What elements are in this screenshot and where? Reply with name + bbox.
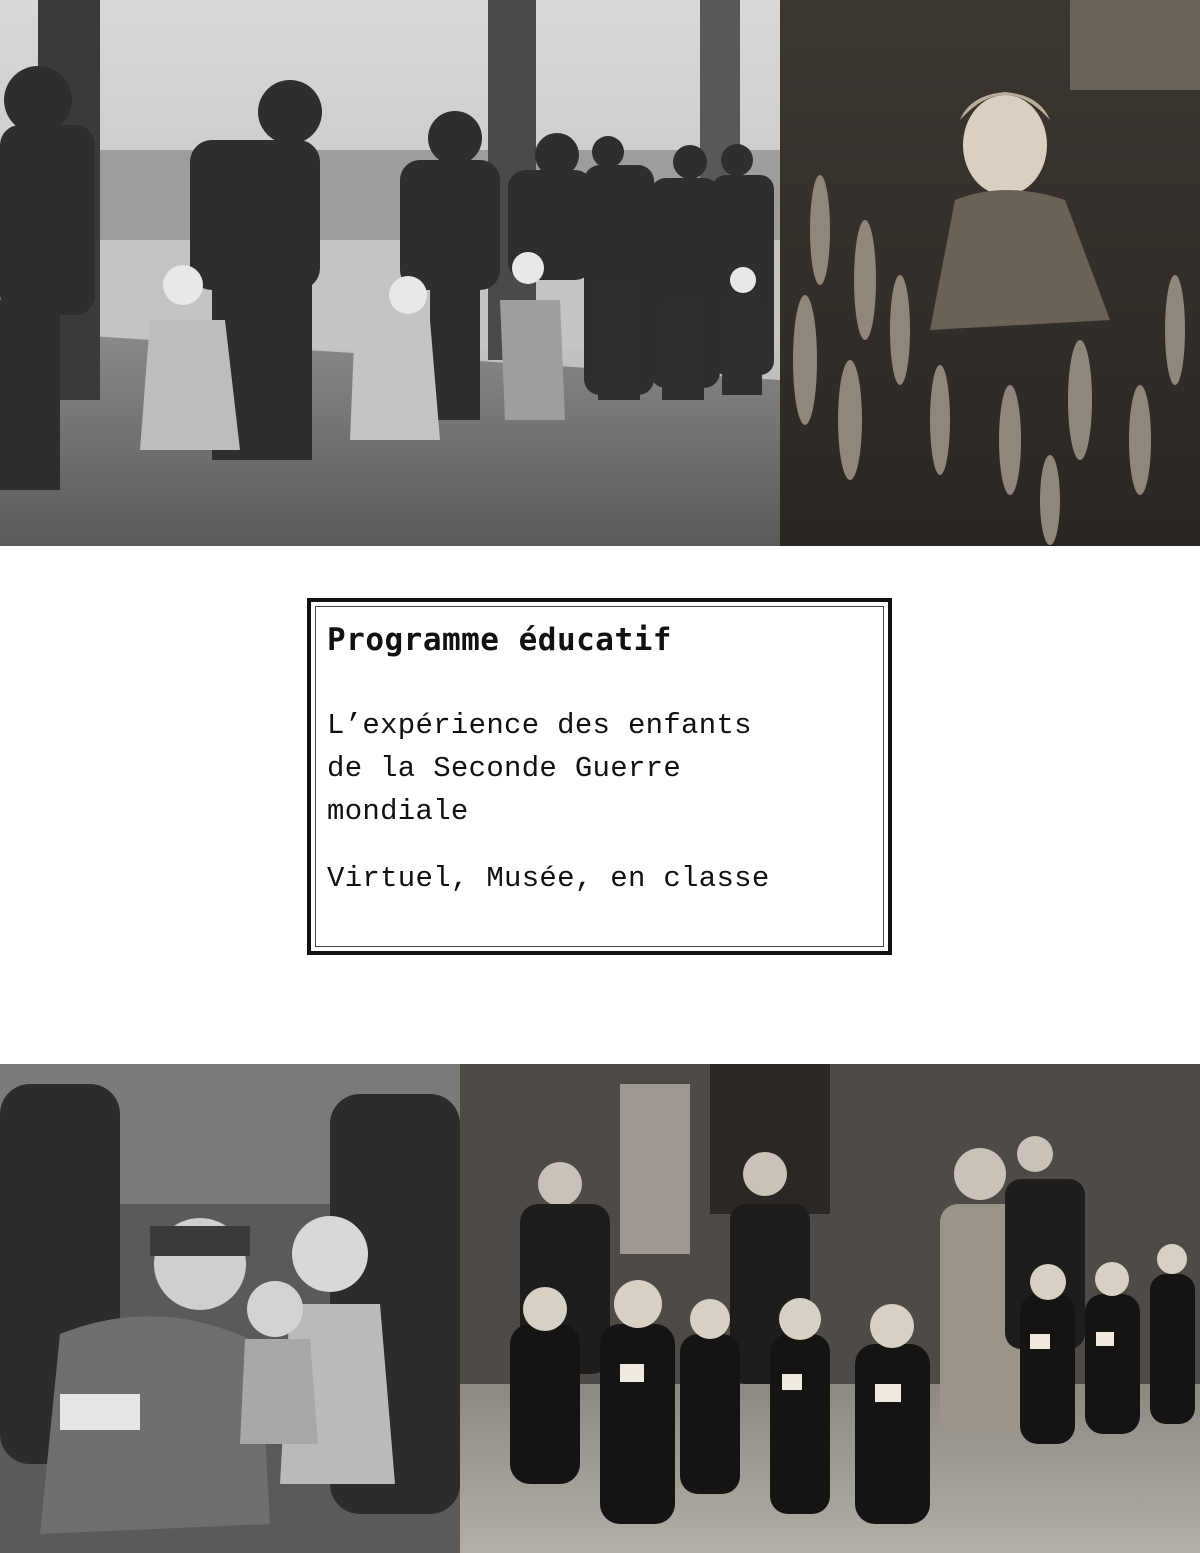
program-subtitle-line: de la Seconde Guerre xyxy=(327,752,682,785)
program-formats: Virtuel, Musée, en classe xyxy=(327,862,770,895)
soldiers-with-children-photo xyxy=(0,0,780,546)
program-subtitle xyxy=(327,704,874,833)
program-title: Programme éducatif xyxy=(327,622,672,658)
girl-in-flower-field-photo xyxy=(780,0,1200,546)
medic-with-child-photo xyxy=(0,1064,460,1553)
program-info-box xyxy=(307,598,892,955)
program-subtitle-line: L’expérience des enfants xyxy=(327,709,752,742)
program-subtitle-line: mondiale xyxy=(327,795,469,828)
evacuee-children-photo xyxy=(460,1064,1200,1553)
